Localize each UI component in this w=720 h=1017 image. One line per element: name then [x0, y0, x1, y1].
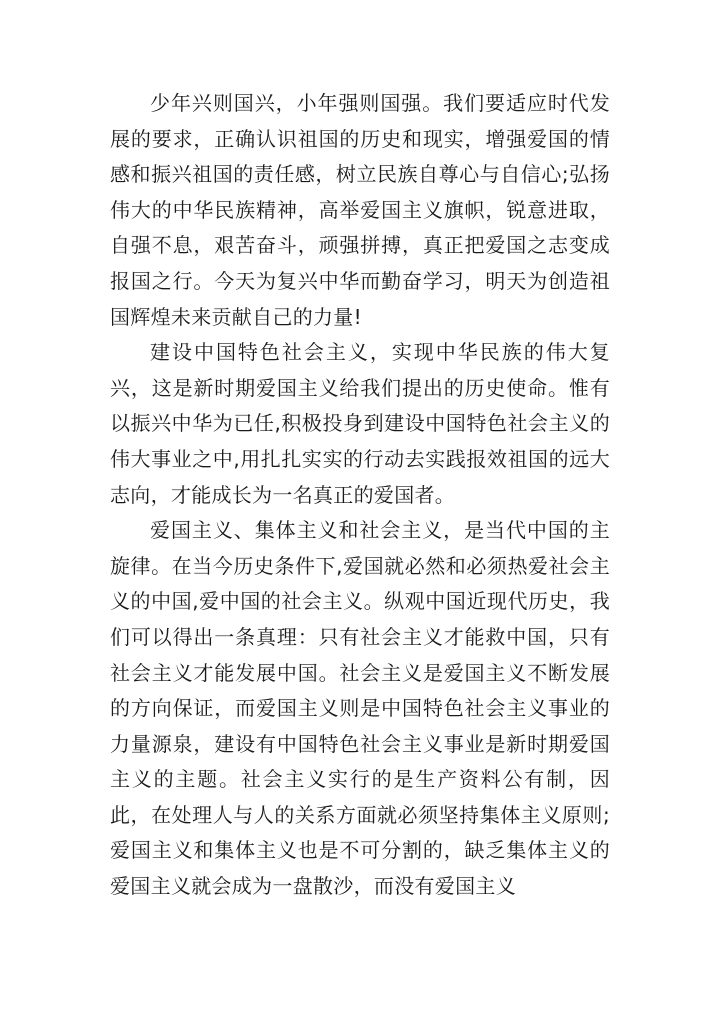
document-body: [110, 86, 610, 905]
paragraph-3: 爱国主义、集体主义和社会主义，是当代中国的主旋律。在当今历史条件下,爱国就必然和必须热爱社会主义的中国,爱中国的社会主义。纵观中国近现代历史，我们可以得出一条真理：只有社会主义才能救中国，只有社会主义才能发展中国。社会主义是爱国主义不断发展的方向保证，而爱国主义则是中国特色社会主义事业的力量源泉，建设有中国特色社会主义事业是新时期爱国主义的主题。社会主义实行的是生产资料公有制，因此，在处理人与人的关系方面就必须坚持集体主义原则;爱国主义和集体主义也是不可分割的，缺乏集体主义的爱国主义就会成为一盘散沙，而没有爱国主义: [110, 518, 610, 899]
paragraph-1: 少年兴则国兴，小年强则国强。我们要适应时代发展的要求，正确认识祖国的历史和现实，增强爱国的情感和振兴祖国的责任感，树立民族自尊心与自信心;弘扬伟大的中华民族精神，高举爱国主义旗帜，锐意进取，自强不息，艰苦奋斗，顽强拼搏，真正把爱国之志变成报国之行。今天为复兴中华而勤奋学习，明天为创造祖国辉煌未来贡献自己的力量!: [110, 91, 610, 329]
paragraph-2: 建设中国特色社会主义，实现中华民族的伟大复兴，这是新时期爱国主义给我们提出的历史使命。惟有以振兴中华为已任,积极投身到建设中国特色社会主义的伟大事业之中,用扎扎实实的行动去实践报效祖国的远大志向，才能成长为一名真正的爱国者。: [110, 340, 610, 507]
